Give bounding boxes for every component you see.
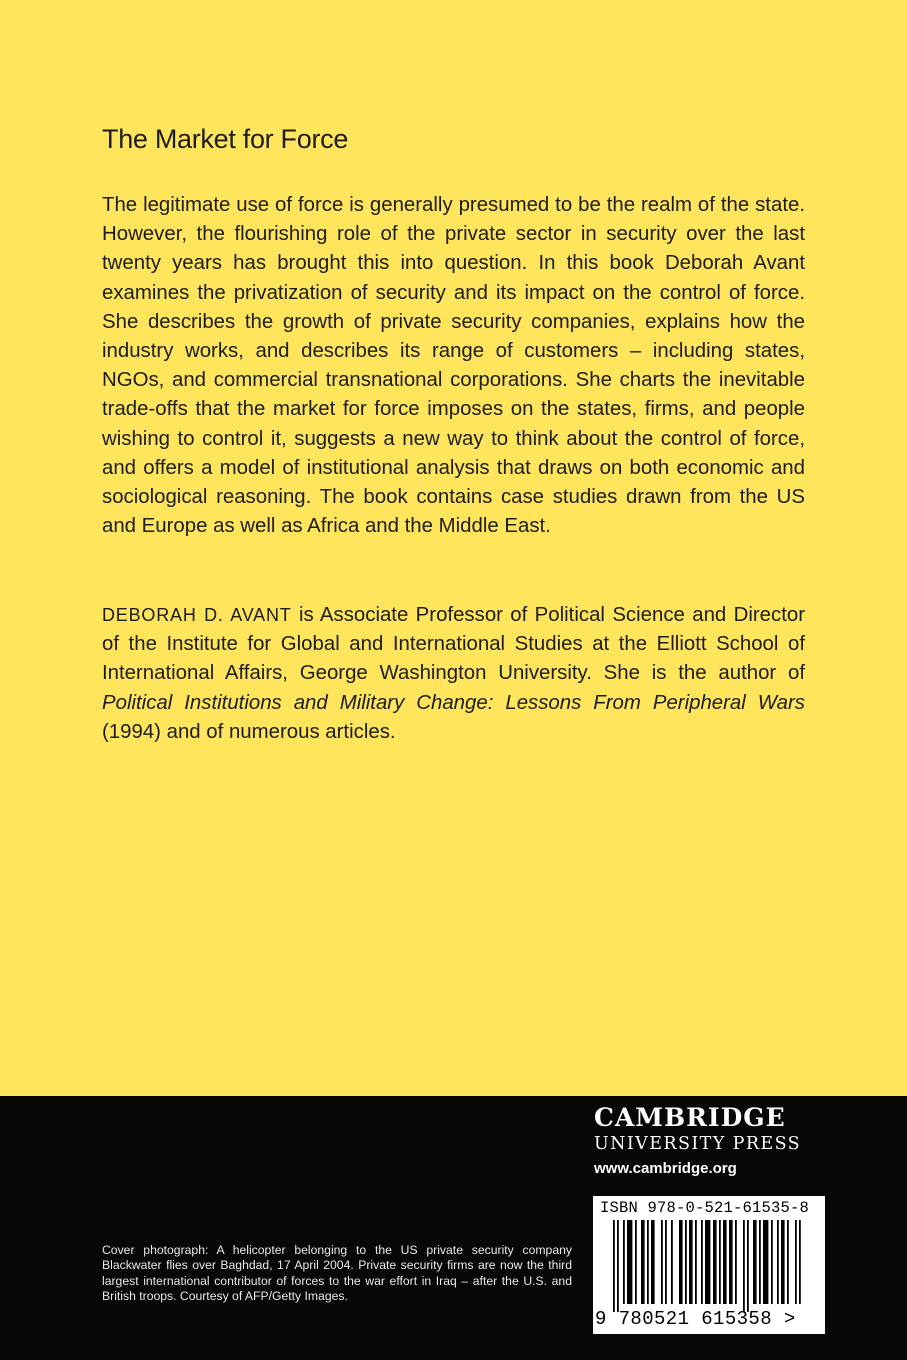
barcode-icon bbox=[599, 1220, 817, 1312]
barcode-bar bbox=[743, 1220, 745, 1312]
author-bio-text-2: (1994) and of numerous articles. bbox=[102, 720, 396, 743]
publisher-block bbox=[594, 1103, 826, 1181]
barcode-bar bbox=[747, 1220, 749, 1312]
barcode-bar bbox=[787, 1220, 789, 1304]
barcode-bar bbox=[641, 1220, 645, 1304]
barcode-bar bbox=[647, 1220, 649, 1304]
publisher-url: www.cambridge.org bbox=[594, 1160, 737, 1177]
barcode-bar bbox=[753, 1220, 757, 1304]
barcode-bar bbox=[723, 1220, 727, 1304]
barcode-bar bbox=[623, 1220, 625, 1304]
barcode-bar bbox=[713, 1220, 717, 1304]
barcode-bar bbox=[735, 1220, 737, 1304]
barcode-bar bbox=[759, 1220, 761, 1304]
barcode-bar bbox=[651, 1220, 655, 1304]
author-name: DEBORAH D. AVANT bbox=[102, 605, 292, 625]
cover-photo-credit: Cover photograph: A helicopter belonging to the US private security company Blackwater flies over Baghdad, 17 April 2004. Private security firms are now the third largest international contributor of forces to the war effort in Iraq – after the U.S. and British troops. Courtesy of AFP/Getty Images. bbox=[102, 1243, 572, 1303]
barcode-bar bbox=[617, 1220, 619, 1312]
barcode-bar bbox=[695, 1220, 697, 1304]
author-bio-text-1: is Associate Professor of Political Science and Director of the Institute for Global and International Studies at the Elliott School of International Affairs, George Washington University. She is the author of bbox=[102, 604, 805, 685]
publisher-subname: UNIVERSITY PRESS bbox=[594, 1134, 802, 1154]
barcode-bar bbox=[613, 1220, 615, 1312]
barcode-digits: 9 780521 615358 > bbox=[595, 1308, 796, 1330]
barcode-bar bbox=[701, 1220, 703, 1304]
barcode-bar bbox=[795, 1220, 797, 1304]
barcode-bar bbox=[661, 1220, 663, 1304]
barcode-bar bbox=[771, 1220, 773, 1304]
barcode-bar bbox=[705, 1220, 710, 1304]
barcode-bar bbox=[689, 1220, 693, 1304]
barcode-bar bbox=[671, 1220, 673, 1304]
book-description: The legitimate use of force is generally presumed to be the realm of the state. However, the flourishing role of the private sector in security over the last twenty years has brought this into question. In this book Deborah Avant examines the privatization of security and its impact on the control of force. She describes the growth of private security companies, explains how the industry works, and describes its range of customers – including states, NGOs, and commercial transnational corporations. She charts the inevitable trade-offs that the market for force imposes on the states, firms, and people wishing to control it, suggests a new way to think about the control of force, and offers a model of institutional analysis that draws on both economic and sociological reasoning. The book contains case studies drawn from the US and Europe as well as Africa and the Middle East. bbox=[102, 194, 805, 538]
barcode-bar bbox=[627, 1220, 632, 1304]
barcode-bar bbox=[781, 1220, 785, 1304]
author-bio bbox=[102, 601, 805, 747]
barcode-bar bbox=[799, 1220, 801, 1304]
barcode-bar bbox=[729, 1220, 733, 1304]
isbn-barcode-box bbox=[593, 1196, 825, 1334]
barcode-bar bbox=[679, 1220, 683, 1304]
barcode-bar bbox=[763, 1220, 768, 1304]
isbn-label: ISBN 978-0-521-61535-8 bbox=[600, 1199, 810, 1217]
barcode-bar bbox=[635, 1220, 637, 1304]
book-title: The Market for Force bbox=[102, 124, 349, 154]
barcode-bar bbox=[685, 1220, 687, 1304]
barcode-bar bbox=[665, 1220, 667, 1304]
publisher-name: CAMBRIDGE bbox=[594, 1103, 786, 1132]
author-previous-book: Political Institutions and Military Change: Lessons From Peripheral Wars bbox=[102, 691, 805, 714]
barcode-bar bbox=[719, 1220, 721, 1304]
barcode-bar bbox=[777, 1220, 779, 1304]
